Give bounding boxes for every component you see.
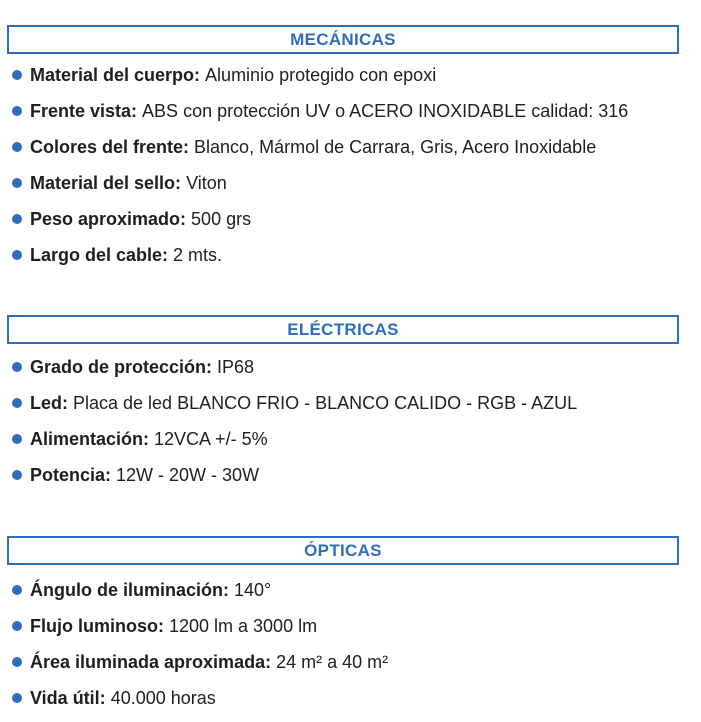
spec-label: Led:	[30, 392, 68, 413]
spec-value: Placa de led BLANCO FRIO - BLANCO CALIDO - RGB - AZUL	[73, 392, 578, 413]
spec-value: Aluminio protegido con epoxi	[205, 64, 437, 85]
bullet-icon	[12, 70, 22, 80]
bullet-icon	[12, 178, 22, 188]
list-item	[12, 355, 254, 379]
section-header-electricas	[7, 315, 679, 344]
spec-label: Peso aproximado:	[30, 208, 187, 229]
spec-label: Vida útil:	[30, 687, 106, 708]
bullet-icon	[12, 470, 22, 480]
spec-value: Viton	[186, 172, 227, 193]
spec-value: 24 m² a 40 m²	[276, 651, 389, 672]
section-header-mecanicas	[7, 25, 679, 54]
spec-value: 1200 lm a 3000 lm	[168, 615, 318, 636]
spec-value: 12VCA +/- 5%	[154, 428, 268, 449]
spec-label: Área iluminada aproximada:	[30, 651, 272, 672]
list-item	[12, 686, 216, 710]
list-item	[12, 207, 251, 231]
spec-label: Frente vista:	[30, 100, 138, 121]
bullet-icon	[12, 214, 22, 224]
spec-label: Grado de protección:	[30, 356, 213, 377]
section-title: MECÁNICAS	[290, 29, 396, 49]
list-item	[12, 171, 227, 195]
bullet-icon	[12, 250, 22, 260]
list-item	[12, 427, 268, 451]
spec-label: Flujo luminoso:	[30, 615, 164, 636]
bullet-icon	[12, 434, 22, 444]
spec-value: 2 mts.	[173, 244, 223, 265]
spec-label: Material del sello:	[30, 172, 182, 193]
spec-value: IP68	[217, 356, 255, 377]
bullet-icon	[12, 621, 22, 631]
bullet-icon	[12, 693, 22, 703]
spec-label: Ángulo de iluminación:	[30, 579, 229, 600]
spec-value: ABS con protección UV o ACERO INOXIDABLE calidad: 316	[142, 100, 629, 121]
spec-value: 12W - 20W - 30W	[116, 464, 260, 485]
list-item	[12, 63, 436, 87]
spec-label: Colores del frente:	[30, 136, 190, 157]
spec-label: Largo del cable:	[30, 244, 169, 265]
section-header-opticas	[7, 536, 679, 565]
list-item	[12, 463, 259, 487]
list-item	[12, 391, 577, 415]
spec-value: 140°	[234, 579, 272, 600]
spec-label: Alimentación:	[30, 428, 150, 449]
spec-label: Material del cuerpo:	[30, 64, 201, 85]
spec-value: Blanco, Mármol de Carrara, Gris, Acero Inoxidable	[194, 136, 597, 157]
bullet-icon	[12, 657, 22, 667]
bullet-icon	[12, 106, 22, 116]
bullet-icon	[12, 398, 22, 408]
list-item	[12, 135, 596, 159]
list-item	[12, 578, 271, 602]
spec-value: 40.000 horas	[110, 687, 216, 708]
spec-value: 500 grs	[191, 208, 252, 229]
bullet-icon	[12, 362, 22, 372]
list-item	[12, 614, 317, 638]
spec-label: Potencia:	[30, 464, 112, 485]
bullet-icon	[12, 142, 22, 152]
list-item	[12, 99, 628, 123]
section-title: ÓPTICAS	[304, 540, 382, 560]
list-item	[12, 650, 388, 674]
list-item	[12, 243, 222, 267]
section-title: ELÉCTRICAS	[287, 319, 399, 339]
bullet-icon	[12, 585, 22, 595]
